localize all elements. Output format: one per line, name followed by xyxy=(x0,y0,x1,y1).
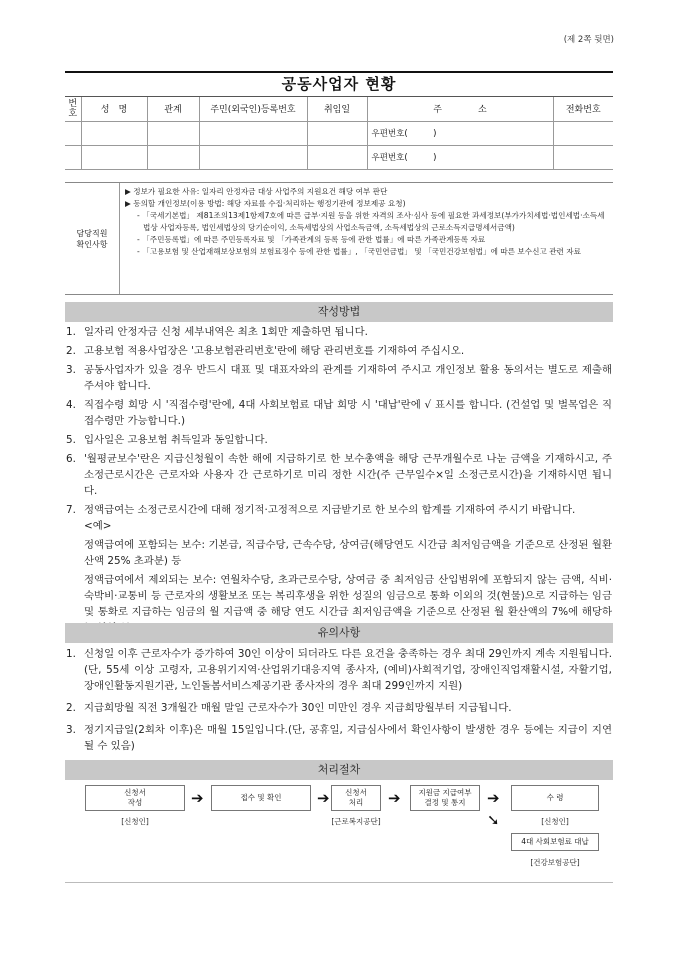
staff-check-section xyxy=(65,182,613,295)
postal-code-label: 우편번호( ) xyxy=(371,129,437,139)
step-process: 신청서 처리 xyxy=(331,785,381,811)
cell-address[interactable] xyxy=(367,121,553,145)
step-receipt: 수 령 xyxy=(511,785,599,811)
arrow-icon: ➔ xyxy=(317,789,330,807)
table-row xyxy=(65,145,613,169)
table-row xyxy=(65,121,613,145)
cell-address[interactable] xyxy=(367,145,553,169)
list-item: 3. 공동사업자가 있을 경우 반드시 대표 및 대표자와의 관계를 기재하여 주시고 개인정보 활용 동의서는 별도로 제출해 주셔야 합니다. xyxy=(66,364,612,392)
arrow-diagonal-icon: ➘ xyxy=(487,811,500,829)
list-item: 1. 일자리 안정자금 신청 세부내역은 최초 1회만 제출하면 됩니다. xyxy=(66,326,368,338)
label-health-insurance: [건강보험공단] xyxy=(530,858,580,867)
cell-reg-number[interactable] xyxy=(199,145,307,169)
header-number: 번호 xyxy=(65,97,81,121)
cell-relation[interactable] xyxy=(147,121,199,145)
example-label: <예> xyxy=(84,520,112,532)
label-applicant-2: [신청인] xyxy=(541,817,569,826)
notes-header: 유의사항 xyxy=(65,623,613,643)
list-item: 5. 입사일은 고용보험 취득일과 동일합니다. xyxy=(66,434,268,446)
list-item: 2. 고용보험 적용사업장은 '고용보험관리번호'란에 해당 관리번호를 기재하여 주십시오. xyxy=(66,345,465,357)
header-name: 성 명 xyxy=(81,97,147,121)
arrow-icon: ➔ xyxy=(191,789,204,807)
staff-check-label: 담당직원 확인사항 xyxy=(65,183,120,294)
writing-method-header: 작성방법 xyxy=(65,302,613,322)
consent-item-resident: - 「주민등록법」에 따른 주민등록자료 및 「가족관계의 등록 등에 관한 법률」에 따른 가족관계등록 자료 xyxy=(137,235,486,244)
consent-item-tax: - 「국세기본법」 제81조의13제1항제7호에 따른 급부·지원 등을 위한 자격의 조사·심사 등에 필요한 과세정보(부가가치세법·법인세법·소득세법상 사업자등록, 법인세법상의 당기순이익, 소득세법상의 사업소득금액, 소득세법상의 근로소득지급명세서금액) xyxy=(137,211,605,232)
example-excluded: 정액급여에서 제외되는 보수: 연월차수당, 초과근로수당, 상여금 중 최저임금 산입범위에 포함되지 않는 금액, 식비·숙박비·교통비 등 근로자의 생활보조 또는 복리후생을 위한 성질의 임금으로 통화 이외의 것(현물)으로 지급하는 임금 및 통화로 지급하는 임금의 월 지급액 중 해당 연도 시간급 최저임금액을 기준으로 산정된 월 환산액의 7%에 해당하 xyxy=(84,574,612,618)
cell-relation[interactable] xyxy=(147,145,199,169)
arrow-icon: ➔ xyxy=(487,789,500,807)
label-welfare-service: [근로복지공단] xyxy=(331,817,381,826)
label-applicant: [신청인] xyxy=(121,817,149,826)
list-item: 4. 직접수령 희망 시 '직접수령'란에, 4대 사회보험료 대납 희망 시 '대납'란에 √ 표시를 합니다. (건설업 및 벌목업은 직접수령만 가능합니다.) xyxy=(66,399,612,427)
notes-list xyxy=(66,646,612,757)
consent-reason: ▶ 정보가 필요한 사유: 일자리 안정자금 대상 사업주의 지원요건 해당 여부 판단 xyxy=(125,187,388,196)
bottom-divider xyxy=(65,882,613,883)
page-note: (제 2쪽 뒷면) xyxy=(563,35,614,45)
step-receive: 접수 및 확인 xyxy=(211,785,311,811)
consent-item-insurance: - 「고용보험 및 산업재해보상보험의 보험료징수 등에 관한 법률」, 「국민연금법」 및 「국민건강보험법」에 따른 보수신고 관련 자료 xyxy=(137,247,581,256)
cell-name[interactable] xyxy=(81,145,147,169)
cell-start-date[interactable] xyxy=(307,121,367,145)
process-header: 처리절차 xyxy=(65,760,613,780)
cell-start-date[interactable] xyxy=(307,145,367,169)
header-phone: 전화번호 xyxy=(553,97,613,121)
list-item: 1. 신청일 이후 근로자수가 증가하여 30인 이상이 되더라도 다른 요건을 충족하는 경우 최대 29인까지 계속 지원됩니다.(단, 55세 이상 고령자, 고용위기지역·산업위기대응지역 종사자, (예비)사회적기업, 장애인직업재활시설, 자활기업, 장애인활동지원기관, 노인돌봄서비스제공기관 종사자의 경우 최대 299인까지 지원) xyxy=(66,648,612,692)
header-address: 주 소 xyxy=(367,97,553,121)
process-flow xyxy=(65,782,613,872)
cell-name[interactable] xyxy=(81,121,147,145)
cell-phone[interactable] xyxy=(553,121,613,145)
cell-number[interactable] xyxy=(65,121,81,145)
example-included: 정액급여에 포함되는 보수: 기본급, 직급수당, 근속수당, 상여금(해당연도 시간급 최저임금액을 기준으로 산정된 월환산액 25% 초과분) 등 xyxy=(84,539,612,567)
step-insurance-payment: 4대 사회보험료 대납 xyxy=(511,833,599,851)
step-submit: 신청서 작성 xyxy=(85,785,185,811)
cell-phone[interactable] xyxy=(553,145,613,169)
writing-method-list xyxy=(66,324,612,639)
consent-info: ▶ 동의할 개인정보(이용 방법: 해당 자료를 수집·처리하는 행정기관에 정보제공 요청) xyxy=(125,199,406,208)
table-header-row xyxy=(65,97,613,121)
header-relation: 관계 xyxy=(147,97,199,121)
cell-number[interactable] xyxy=(65,145,81,169)
cell-reg-number[interactable] xyxy=(199,121,307,145)
list-item: 2. 지급희망월 직전 3개월간 매월 말일 근로자수가 30인 미만인 경우 지급희망월부터 지급됩니다. xyxy=(66,702,512,714)
section-title-co-business: 공동사업자 현황 xyxy=(65,71,613,97)
arrow-icon: ➔ xyxy=(388,789,401,807)
step-decide: 지원금 지급여부 결정 및 통지 xyxy=(410,785,480,811)
staff-check-body xyxy=(120,183,613,294)
list-item: 6. '월평균보수'란은 지급신청월이 속한 해에 지급하기로 한 보수총액을 해당 근무개월수로 나눈 금액을 기재하시고, 주소정근로시간은 근로자와 사용자 간 근로하기로 미리 정한 시간(주 근무일수×일 소정근로시간)을 기재하시면 됩니다. xyxy=(66,453,612,497)
list-item: 7. 정액급여는 소정근로시간에 대해 정기적·고정적으로 지급받기로 한 보수의 합계를 기재하여 주시기 바랍니다. xyxy=(66,504,576,516)
list-item: 3. 정기지급일(2회차 이후)은 매월 15일입니다.(단, 공휴일, 지급심사에서 확인사항이 발생한 경우 등에는 지급이 지연될 수 있음) xyxy=(66,724,612,752)
header-start-date: 취임일 xyxy=(307,97,367,121)
postal-code-label: 우편번호( ) xyxy=(371,153,437,163)
co-business-table xyxy=(65,97,613,170)
header-reg-number: 주민(외국인)등록번호 xyxy=(199,97,307,121)
